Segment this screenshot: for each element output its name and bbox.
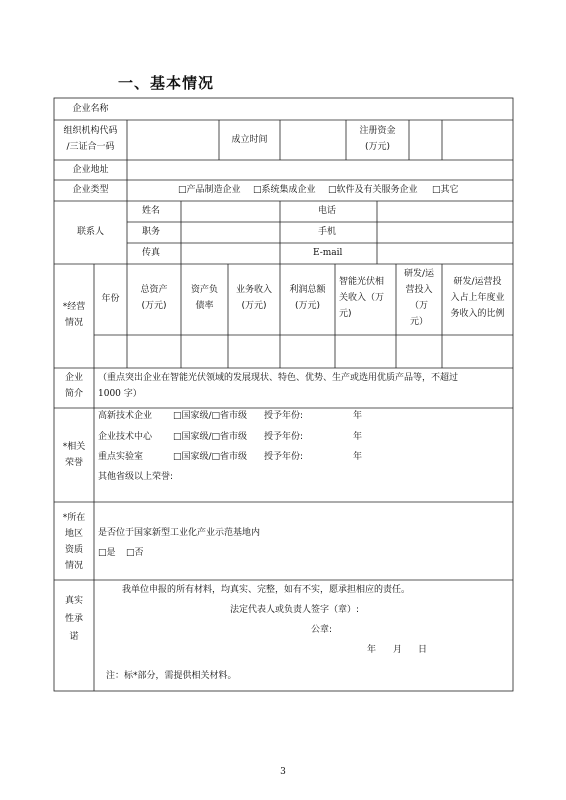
- address-label: 企业地址: [72, 165, 109, 175]
- honor-year-label: 授予年份:: [264, 411, 304, 421]
- region-question: 是否位于国家新型工业化产业示范基地内: [98, 528, 261, 538]
- region-label-3: 资质: [64, 545, 83, 555]
- ops-header-pv-2: 关收入（万: [339, 293, 385, 303]
- honor-level[interactable]: □国家级/□省市级: [173, 411, 248, 421]
- ops-header-profit-2: (万元): [294, 301, 321, 311]
- intro-instruction-2: 1000 字）: [98, 389, 142, 399]
- ops-label-1: *经营: [62, 302, 86, 312]
- ops-header-revenue-1: 业务收入: [235, 285, 272, 295]
- date-day-label: 日: [418, 645, 428, 655]
- ops-header-rd-3: （万: [409, 301, 428, 311]
- region-yes-option[interactable]: □是: [98, 548, 116, 558]
- ops-header-pv-1: 智能光伏相: [339, 277, 385, 287]
- ops-label-2: 情况: [64, 318, 83, 328]
- reg-capital-label-1: 注册资金: [359, 126, 396, 136]
- ops-header-debt-2: 债率: [195, 301, 214, 311]
- intro-label-2: 简介: [64, 389, 83, 399]
- email-label: E-mail: [313, 248, 343, 258]
- mobile-label: 手机: [318, 227, 337, 237]
- region-label-4: 情况: [64, 561, 83, 571]
- honor-year-unit: 年: [353, 452, 363, 462]
- other-honors-label: 其他省级以上荣誉:: [98, 472, 174, 482]
- honor-name: 高新技术企业: [98, 411, 153, 421]
- type-label: 企业类型: [72, 185, 109, 195]
- ops-header-ratio-1: 研发/运营投: [453, 277, 502, 287]
- ops-header-assets-1: 总资产: [140, 285, 168, 295]
- honor-name: 企业技术中心: [98, 432, 153, 442]
- reg-capital-label-2: (万元): [364, 142, 391, 152]
- established-label: 成立时间: [231, 135, 268, 145]
- region-label-1: *所在: [62, 513, 86, 523]
- honors-label-2: 荣誉: [64, 458, 83, 468]
- name-label: 姓名: [142, 206, 161, 216]
- seal-label: 公章:: [311, 625, 333, 635]
- honor-year-unit: 年: [353, 411, 363, 421]
- position-label: 职务: [142, 227, 161, 237]
- region-no-option[interactable]: □否: [126, 548, 144, 558]
- ops-header-revenue-2: (万元): [241, 301, 267, 311]
- honor-level[interactable]: □国家级/□省市级: [173, 452, 248, 462]
- legal-rep-signature-label: 法定代表人或负责人签字（章）:: [230, 605, 360, 615]
- type-option-integration[interactable]: □系统集成企业: [253, 185, 316, 195]
- honor-year-label: 授予年份:: [264, 432, 304, 442]
- ops-header-rd-2: 营投入: [405, 285, 433, 295]
- ops-header-assets-2: (万元): [141, 301, 167, 311]
- date-month-label: 月: [393, 645, 403, 655]
- org-code-label-1: 组织机构代码: [63, 126, 118, 136]
- pledge-label-2: 性承: [64, 614, 83, 624]
- type-option-other[interactable]: □其它: [432, 185, 459, 195]
- org-code-label-2: /三证合一码: [66, 142, 115, 152]
- honors-label-1: *相关: [62, 442, 86, 452]
- intro-label-1: 企业: [64, 373, 83, 383]
- pledge-text: 我单位申报的所有材料，均真实、完整，如有不实，愿承担相应的责任。: [122, 585, 411, 595]
- footnote: 注：标*部分，需提供相关材料。: [106, 671, 237, 681]
- page-number: 3: [280, 767, 286, 777]
- ops-header-ratio-3: 务收入的比例: [450, 309, 505, 319]
- fax-label: 传真: [142, 248, 161, 258]
- ops-header-year: 年份: [101, 294, 120, 304]
- region-label-2: 地区: [64, 529, 83, 539]
- ops-header-rd-4: 元）: [409, 317, 428, 327]
- honor-name: 重点实验室: [98, 452, 144, 462]
- section-title: 一、基本情况: [118, 74, 215, 92]
- company-name-label: 企业名称: [72, 104, 109, 114]
- ops-header-debt-1: 资产负: [190, 285, 218, 295]
- pledge-label-1: 真实: [64, 596, 83, 606]
- type-option-software[interactable]: □软件及有关服务企业: [328, 185, 418, 195]
- phone-label: 电话: [318, 206, 337, 216]
- ops-header-pv-3: 元): [339, 309, 352, 319]
- type-option-manufacturing[interactable]: □产品制造企业: [178, 185, 241, 195]
- ops-header-ratio-2: 入占上年度业: [450, 293, 505, 303]
- ops-header-rd-1: 研发/运: [403, 269, 435, 279]
- honor-year-unit: 年: [353, 432, 363, 442]
- honor-level[interactable]: □国家级/□省市级: [173, 432, 248, 442]
- contact-label: 联系人: [76, 227, 104, 237]
- date-year-label: 年: [367, 645, 377, 655]
- intro-instruction-1: （重点突出企业在智能光伏领域的发展现状、特色、优势、生产或选用优质产品等，不超过: [98, 373, 459, 383]
- pledge-label-3: 诺: [69, 632, 79, 642]
- honor-year-label: 授予年份:: [264, 452, 304, 462]
- ops-header-profit-1: 利润总额: [289, 285, 326, 295]
